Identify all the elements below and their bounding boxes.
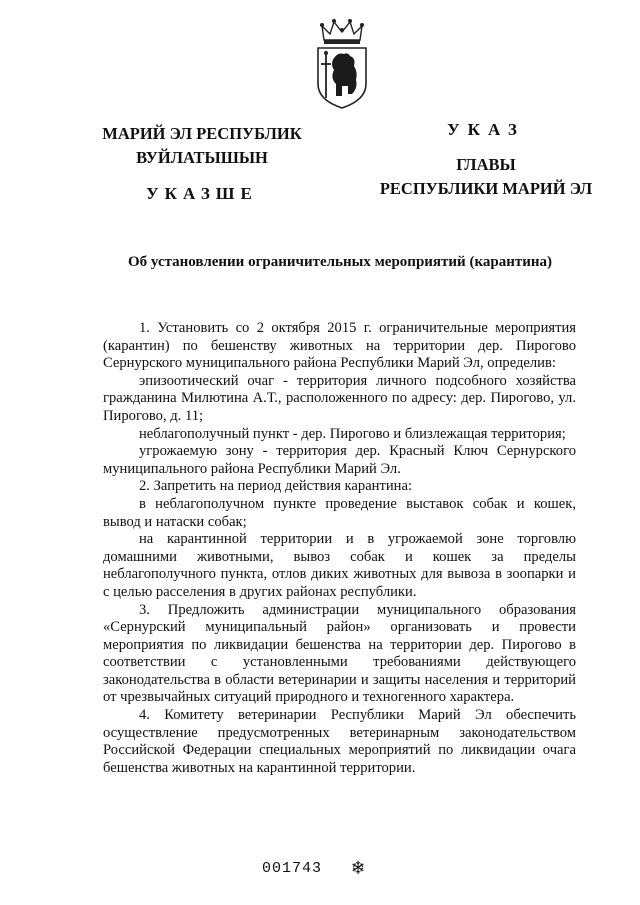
paragraph-3: неблагополучный пункт - дер. Пирогово и близлежащая территория; <box>139 425 566 442</box>
paragraph-2: эпизоотический очаг - территория личного подсобного хозяйства гражданина Милютина А.Т., расположенного по адресу: дер. Пирогово, ул. Пирогово, д. 11; <box>103 372 576 424</box>
header-right-word: УКАЗ <box>447 120 525 139</box>
header-left-word: УКАЗШЕ <box>146 184 258 203</box>
paragraph-4: угрожаемую зону - территория дер. Красный Ключ Сернурского муниципального района Республики Марий Эл. <box>103 443 576 477</box>
header-right-block <box>368 118 604 201</box>
header-left-block <box>88 122 316 206</box>
paragraph-1: 1. Установить со 2 октября 2015 г. ограничительные мероприятия (карантин) по бешенству животных на территории дер. Пирогово Сернурского муниципального района Республики Марий Эл, определив: <box>103 320 576 372</box>
header-right-line1: ГЛАВЫ <box>456 155 516 174</box>
header-left-line2: ВУЙЛАТЫШЫН <box>136 148 268 167</box>
paragraph-8: 3. Предложить администрации муниципального образования «Сернурский муниципальный район» организовать и провести мероприятия по ликвидации бешенства на территории дер. Пирогово в соответствии с установленными требованиями действующего законодательства в области ветеринарии и защиты населения и территорий от чрезвычайных ситуаций природного и техногенного характера. <box>103 601 576 706</box>
coat-of-arms-icon <box>312 18 372 110</box>
paragraph-6: в неблагополучном пункте проведение выставок собак и кошек, вывод и натаски собак; <box>103 495 576 530</box>
document-footer <box>262 855 365 881</box>
header-right-line2: РЕСПУБЛИКИ МАРИЙ ЭЛ <box>379 179 593 198</box>
paragraph-9: 4. Комитету ветеринарии Республики Марий Эл обеспечить осуществление предусмотренных ветеринарным законодательством Российской Федерации специальных мероприятий по ликвидации очага бешенства животных на карантинной территории. <box>103 707 576 776</box>
paragraph-5: 2. Запретить на период действия карантина: <box>139 478 413 495</box>
paragraph-7: на карантинной территории и в угрожаемой зоне торговлю домашними животными, вывоз собак и кошек за пределы неблагополучного пункта, отлов диких животных для вывоза в зоопарки и с целью расселения в других районах республики. <box>103 531 576 600</box>
header-left-line1: МАРИЙ ЭЛ РЕСПУБЛИК <box>102 124 302 143</box>
document-body <box>103 320 576 777</box>
document-title: Об установлении ограничительных мероприятий (карантина) <box>127 254 552 270</box>
snowflake-mark-icon: ❄ <box>352 858 366 881</box>
document-number: 001743 <box>262 860 323 877</box>
